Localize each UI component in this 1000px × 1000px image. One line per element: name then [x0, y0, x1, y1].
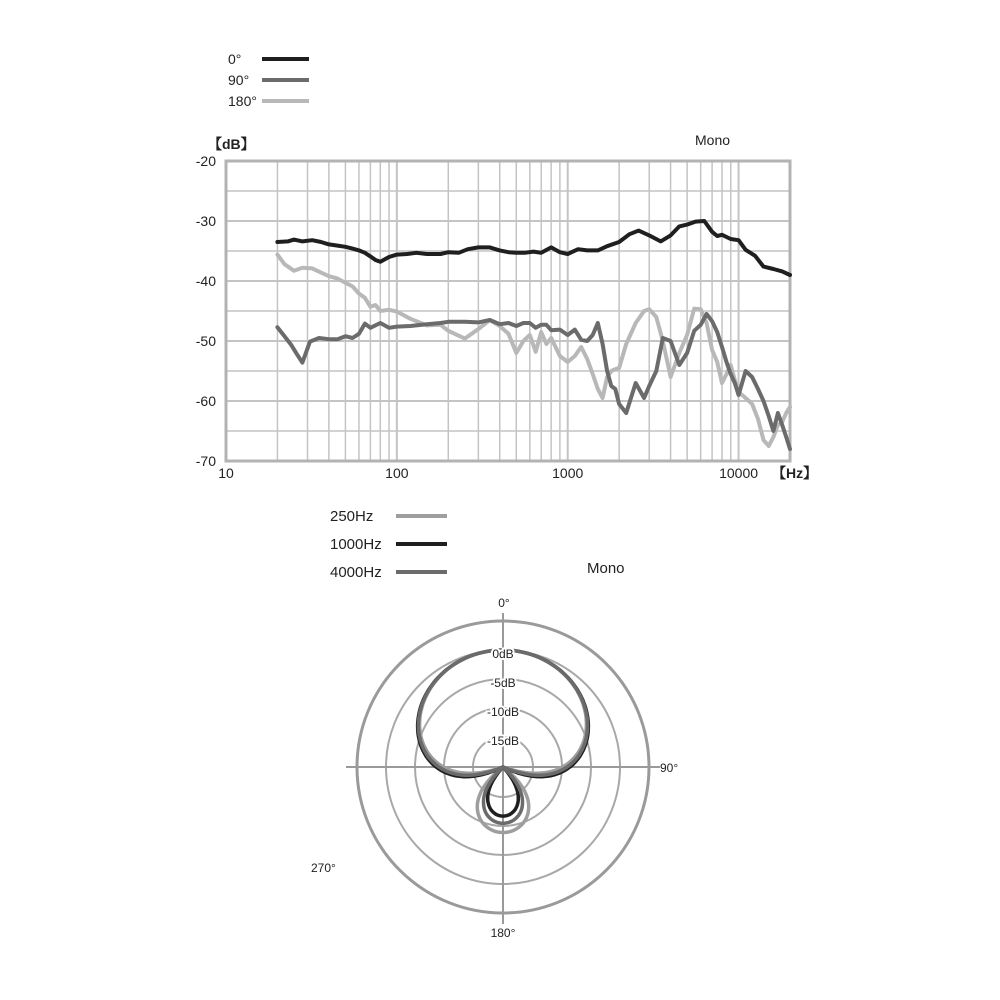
polar-legend-label: 4000Hz: [330, 564, 382, 581]
freq-series-line-90deg: [277, 314, 790, 449]
polar-legend-item: [330, 536, 447, 553]
x-tick-label: 10000: [719, 465, 759, 481]
polar-ring-label: -5dB: [490, 676, 516, 690]
polar-legend-label: 1000Hz: [330, 536, 382, 553]
polar-angle-label-270: 270°: [311, 861, 336, 875]
y-tick-label: -30: [195, 213, 216, 229]
freq-grid: [226, 161, 790, 461]
polar-chart-title: Mono: [587, 560, 625, 577]
x-tick-label: 1000: [552, 465, 584, 481]
freq-legend: [228, 51, 309, 109]
freq-ticks: [196, 153, 758, 481]
polar-legend-item: [330, 508, 447, 525]
freq-legend-label: 90°: [228, 72, 250, 88]
freq-legend-item: [228, 72, 309, 88]
polar-ring-label: -10dB: [486, 705, 520, 719]
y-axis-unit-label: 【dB】: [208, 136, 255, 152]
polar-ring-label: 0dB: [492, 647, 514, 661]
y-tick-label: -20: [195, 153, 216, 169]
x-axis-unit-label: 【Hz】: [772, 465, 818, 481]
x-tick-label: 100: [385, 465, 409, 481]
x-tick-label: 10: [218, 465, 234, 481]
polar-angle-label-90: 90°: [660, 761, 679, 775]
polar-legend-label: 250Hz: [330, 508, 374, 525]
freq-series-line-180deg: [277, 255, 790, 446]
y-tick-label: -50: [195, 333, 216, 349]
polar-legend: [330, 508, 447, 581]
y-tick-label: -60: [195, 393, 216, 409]
freq-legend-item: [228, 51, 309, 67]
polar-legend-item: [330, 564, 447, 581]
freq-series-line-0deg: [277, 221, 790, 275]
freq-series-group: [277, 221, 790, 449]
freq-chart-title: Mono: [695, 132, 731, 148]
freq-legend-label: 180°: [228, 93, 257, 109]
freq-legend-label: 0°: [228, 51, 242, 67]
polar-angle-label-180: 180°: [490, 926, 516, 940]
polar-angle-label-0: 0°: [498, 596, 510, 610]
polar-ring-label: -15dB: [486, 734, 520, 748]
freq-legend-item: [228, 93, 309, 109]
y-tick-label: -70: [195, 453, 216, 469]
y-tick-label: -40: [195, 273, 216, 289]
